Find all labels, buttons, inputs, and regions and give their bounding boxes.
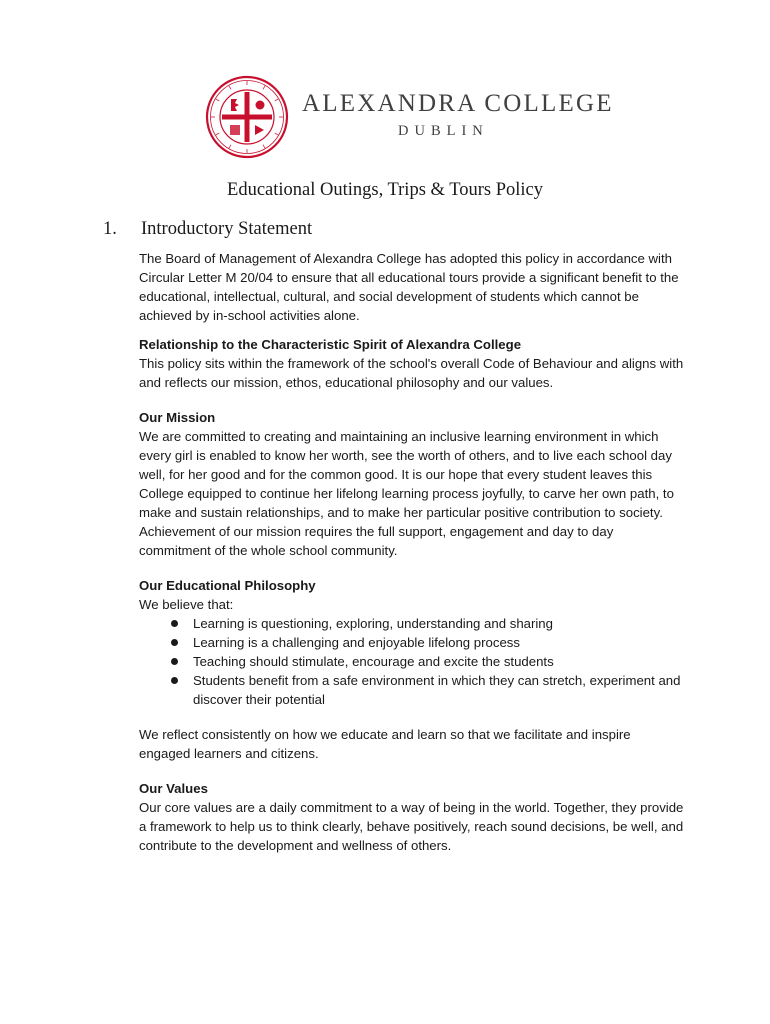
- bullet-icon: [171, 677, 178, 684]
- section-heading: [103, 219, 312, 240]
- values-paragraph: Our core values are a daily commitment to a way of being in the world. Together, they provide a framework to help us to think clearly, behave positively, reach sound decisions, be well, and contribute to the development and wellness of others.: [139, 800, 684, 853]
- policy-body: [139, 249, 684, 855]
- section-number: 1.: [103, 219, 117, 239]
- college-seal-logo: [205, 75, 289, 159]
- mission-paragraph: We are committed to creating and maintaining an inclusive learning environment in which every girl is enabled to know her worth, see the worth of others, and to live each school day well, for her good and for the common good. It is our hope that every student leaves this College equipped to continue her lifelong learning process joyfully, to carve her own path, to make and sustain relationships, and to make her particular positive contribution to society. Achievement of our mission requires the full support, engagement and day to day commitment of the whole school community.: [139, 429, 674, 558]
- philosophy-list: [139, 614, 684, 709]
- college-location: DUBLIN: [398, 123, 489, 139]
- section-title: Introductory Statement: [141, 219, 313, 239]
- spirit-heading: Relationship to the Characteristic Spirit of Alexandra College: [139, 337, 522, 352]
- philosophy-closing: We reflect consistently on how we educate and learn so that we facilitate and inspire engaged learners and citizens.: [139, 727, 631, 761]
- bullet-icon: [171, 639, 178, 646]
- bullet-icon: [171, 620, 178, 627]
- college-name: ALEXANDRA COLLEGE: [302, 90, 614, 117]
- spirit-paragraph: This policy sits within the framework of the school's overall Code of Behaviour and aligns with and reflects our mission, ethos, educational philosophy and our values.: [139, 356, 684, 390]
- bullet-icon: [171, 658, 178, 665]
- list-item: Learning is questioning, exploring, understanding and sharing: [171, 614, 684, 633]
- document-title: Educational Outings, Trips & Tours Policy: [227, 180, 543, 200]
- list-item: Students benefit from a safe environment in which they can stretch, experiment and discover their potential: [171, 671, 684, 709]
- list-item: Learning is a challenging and enjoyable lifelong process: [171, 633, 684, 652]
- intro-paragraph: The Board of Management of Alexandra College has adopted this policy in accordance with Circular Letter M 20/04 to ensure that all educational tours provide a significant benefit to the educational, intellectual, cultural, and social development of students which cannot be achieved by in-school activities alone.: [139, 251, 679, 323]
- values-heading: Our Values: [139, 781, 208, 796]
- mission-heading: Our Mission: [139, 410, 216, 425]
- philosophy-lead: We believe that:: [139, 597, 234, 612]
- list-item: Teaching should stimulate, encourage and excite the students: [171, 652, 684, 671]
- letterhead: [205, 75, 625, 160]
- philosophy-heading: Our Educational Philosophy: [139, 578, 316, 593]
